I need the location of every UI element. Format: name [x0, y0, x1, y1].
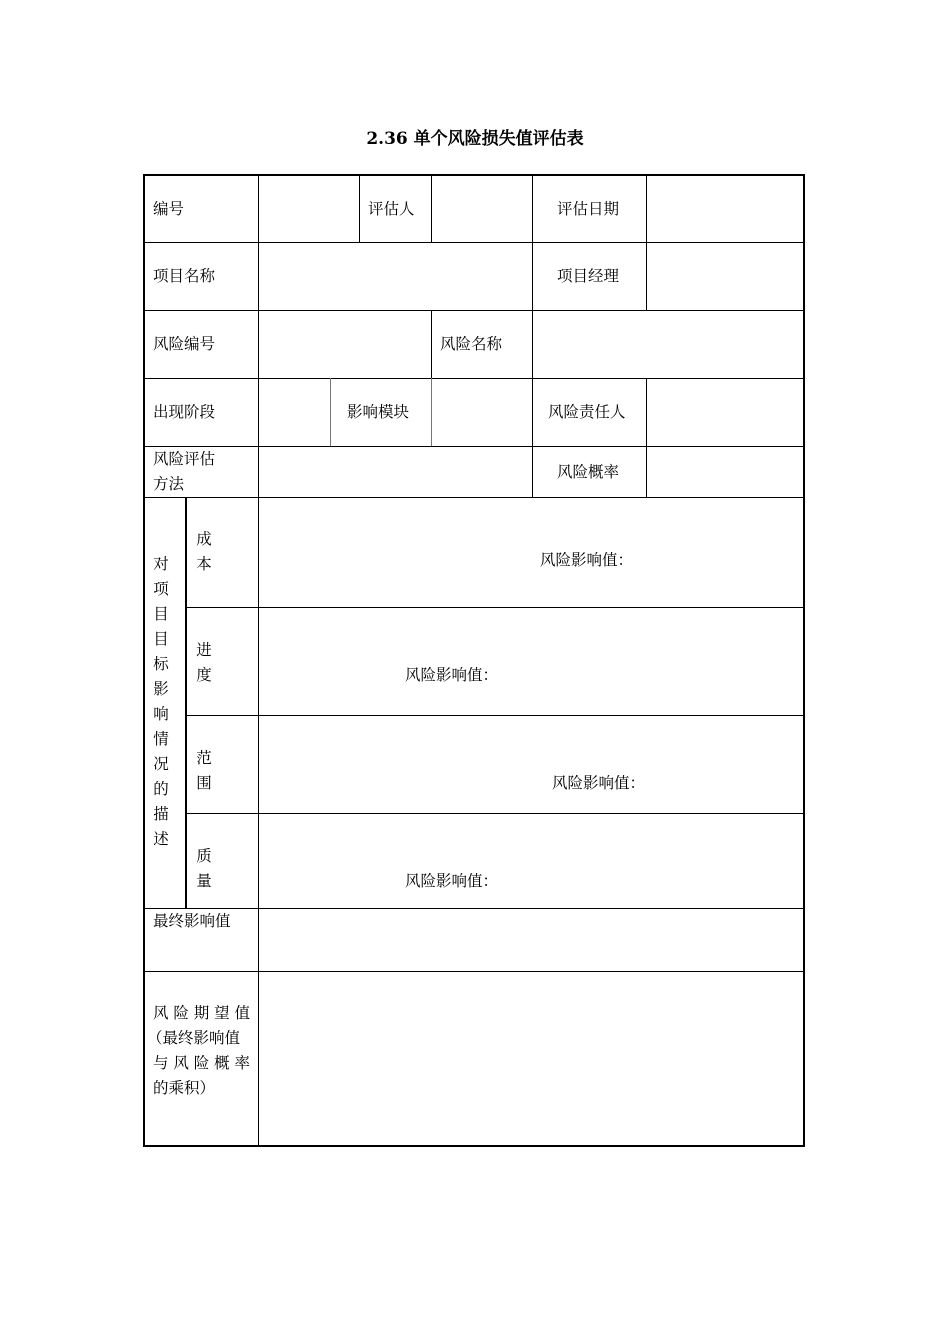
probability-field[interactable]	[647, 447, 803, 497]
quality-field[interactable]	[259, 814, 803, 908]
number-field[interactable]	[259, 176, 359, 242]
risk-owner-label: 风险责任人	[548, 403, 626, 421]
schedule-label: 进 度	[196, 641, 212, 684]
project-name-field[interactable]	[259, 243, 532, 310]
scope-impact-value-label: 风险影响值：	[552, 774, 646, 792]
project-manager-label: 项目经理	[557, 267, 620, 285]
module-label: 影响模块	[347, 403, 410, 421]
final-impact-label: 最终影响值	[153, 912, 231, 930]
cost-field[interactable]	[259, 498, 803, 607]
assess-date-label: 评估日期	[557, 199, 620, 218]
scope-label: 范 围	[196, 749, 212, 792]
scope-field[interactable]	[259, 716, 803, 813]
final-impact-field[interactable]	[259, 909, 803, 971]
risk-owner-field[interactable]	[647, 379, 803, 446]
page-title: 2.36 单个风险损失值评估表	[366, 129, 584, 149]
risk-name-field[interactable]	[533, 311, 803, 378]
number-label: 编号	[153, 199, 185, 218]
risk-number-label: 风险编号	[153, 335, 216, 353]
assessor-field[interactable]	[432, 176, 532, 242]
method-label: 风险评估 方法	[153, 450, 216, 493]
quality-label: 质 量	[196, 847, 212, 890]
impact-desc-label: 对 项 目 目 标 影 响 情 况 的 描 述	[153, 555, 169, 848]
stage-label: 出现阶段	[153, 403, 216, 421]
risk-name-label: 风险名称	[440, 335, 503, 353]
project-manager-field[interactable]	[647, 243, 803, 310]
assess-date-field[interactable]	[647, 176, 803, 242]
cost-label: 成 本	[196, 530, 212, 573]
method-field[interactable]	[259, 447, 532, 497]
cost-impact-value-label: 风险影响值：	[540, 551, 634, 569]
assessor-label: 评估人	[368, 199, 415, 218]
quality-impact-value-label: 风险影响值：	[405, 872, 499, 890]
risk-number-field[interactable]	[259, 311, 431, 378]
schedule-impact-value-label: 风险影响值：	[405, 666, 499, 684]
schedule-field[interactable]	[259, 608, 803, 715]
expected-value-label: 风 险 期 望 值 （最终影响值 与 风 险 概 率 的乘积）	[147, 1004, 250, 1097]
project-name-label: 项目名称	[153, 267, 216, 285]
expected-value-field[interactable]	[259, 972, 803, 1145]
probability-label: 风险概率	[557, 462, 620, 481]
module-field[interactable]	[432, 379, 532, 446]
stage-field[interactable]	[259, 379, 330, 446]
